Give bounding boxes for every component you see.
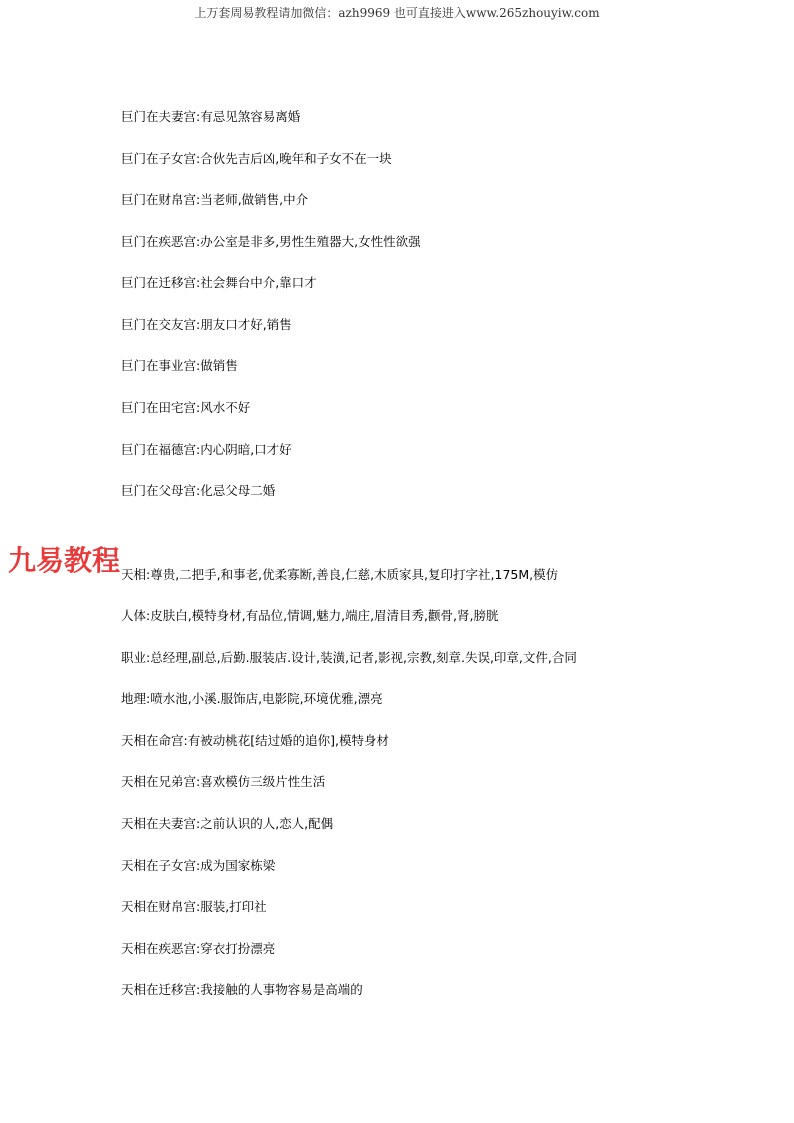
text-line: 职业:总经理,副总,后勤.服装店.设计,装潢,记者,影视,宗教,刻章.失误,印章,文件,合同 (121, 650, 577, 665)
text-line: 天相在财帛宫:服装,打印社 (121, 899, 267, 914)
text-line: 天相在疾恶宫:穿衣打扮漂亮 (121, 941, 276, 956)
watermark-logo: 九易教程 (8, 544, 121, 577)
text-line: 巨门在夫妻宫:有忌见煞容易离婚 (121, 109, 301, 124)
text-line: 天相:尊贵,二把手,和事老,优柔寡断,善良,仁慈,木质家具,复印打字社,175M,模仿 (121, 567, 559, 582)
text-line: 天相在夫妻宫:之前认识的人,恋人,配偶 (121, 816, 334, 831)
text-line: 巨门在田宅宫:风水不好 (121, 400, 251, 415)
text-line: 巨门在父母宫:化忌父母二婚 (121, 483, 276, 498)
text-line: 天相在子女宫:成为国家栋梁 (121, 858, 276, 873)
text-line: 天相在兄弟宫:喜欢模仿三级片性生活 (121, 774, 326, 789)
text-line: 巨门在财帛宫:当老师,做销售,中介 (121, 192, 309, 207)
text-line: 天相在迁移宫:我接触的人事物容易是高端的 (121, 982, 363, 997)
text-line: 巨门在迁移宫:社会舞台中介,靠口才 (121, 275, 317, 290)
text-line: 巨门在事业宫:做销售 (121, 358, 238, 373)
text-line: 地理:喷水池,小溪.服饰店,电影院,环境优雅,漂亮 (121, 691, 383, 706)
text-line: 巨门在交友宫:朋友口才好,销售 (121, 317, 292, 332)
page-header-ad: 上万套周易教程请加微信：azh9969 也可直接进入www.265zhouyiw.com (194, 6, 600, 20)
text-line: 天相在命宫:有被动桃花[结过婚的追你],模特身材 (121, 733, 389, 748)
text-line: 巨门在福德宫:内心阴暗,口才好 (121, 442, 292, 457)
text-line: 巨门在子女宫:合伙先吉后凶,晚年和子女不在一块 (121, 151, 392, 166)
text-line: 人体:皮肤白,模特身材,有品位,情调,魅力,端庄,眉清目秀,颧骨,肾,膀胱 (121, 608, 499, 623)
text-line: 巨门在疾恶宫:办公室是非多,男性生殖器大,女性性欲强 (121, 234, 421, 249)
